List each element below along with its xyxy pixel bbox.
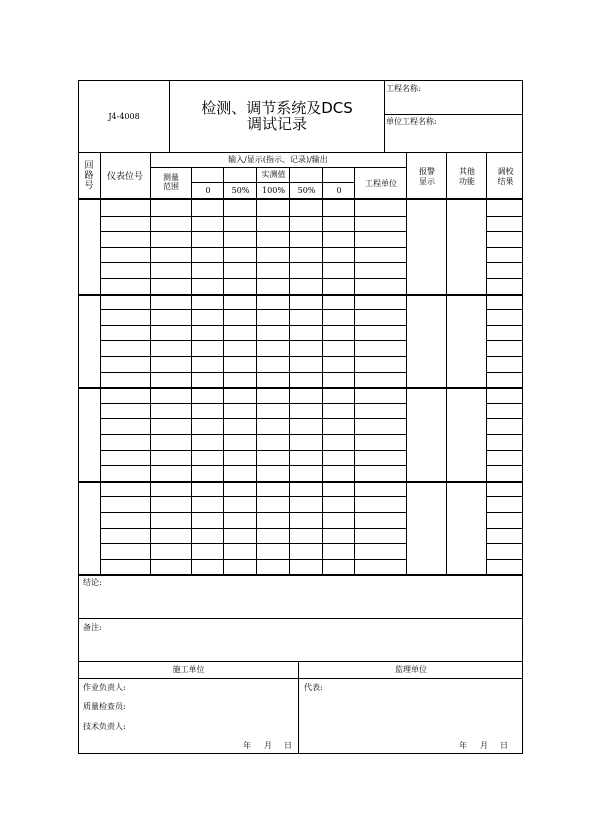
column-line xyxy=(406,152,407,574)
row-line xyxy=(486,325,522,326)
column-line xyxy=(446,152,447,574)
row-line xyxy=(486,418,522,419)
col-measured: 实测值 xyxy=(261,170,286,179)
col-other-line1: 其他 xyxy=(459,167,475,176)
row-line xyxy=(100,418,406,419)
supervision-date-month: 月 xyxy=(480,741,488,750)
row-line xyxy=(486,403,522,404)
row-line xyxy=(100,262,406,263)
group-underline xyxy=(150,167,406,168)
row-line xyxy=(486,512,522,513)
row-line xyxy=(100,528,406,529)
col-range-line1: 测量 xyxy=(163,173,179,182)
row-line xyxy=(486,434,522,435)
header-divider xyxy=(384,114,522,115)
row-line xyxy=(486,372,522,373)
row-line xyxy=(100,543,406,544)
row-line xyxy=(100,403,406,404)
row-line xyxy=(100,309,406,310)
construction-date-day: 日 xyxy=(284,741,292,750)
row-line xyxy=(486,262,522,263)
header-bottom-line xyxy=(79,152,522,153)
row-line xyxy=(486,496,522,497)
construction-unit-label: 施工单位 xyxy=(172,665,205,674)
form-title-line1: 检测、调节系统及DCS xyxy=(201,99,353,117)
col-calib-line2: 结果 xyxy=(497,177,514,186)
header-row-bottom xyxy=(79,198,522,200)
conclusion-label: 结论: xyxy=(83,578,102,587)
row-line xyxy=(486,465,522,466)
unit-header-bottom xyxy=(79,678,522,679)
conclusion-bottom xyxy=(79,618,522,619)
form-title-line2: 调试记录 xyxy=(246,115,307,133)
supervision-date-day: 日 xyxy=(500,741,508,750)
footer-divider xyxy=(298,661,299,753)
row-line xyxy=(486,340,522,341)
row-line xyxy=(486,543,522,544)
col-point-0-down: 0 xyxy=(336,186,342,195)
row-line xyxy=(100,496,406,497)
row-line xyxy=(486,231,522,232)
col-loop-no: 回路号 xyxy=(84,161,94,191)
col-point-50-up: 50% xyxy=(231,186,250,195)
project-name-label: 工程名称: xyxy=(386,84,421,93)
row-line xyxy=(486,216,522,217)
supervision-unit-label: 监理单位 xyxy=(395,665,427,674)
row-line xyxy=(100,465,406,466)
col-point-50-down: 50% xyxy=(297,186,316,195)
col-point-100: 100% xyxy=(262,186,285,195)
row-line xyxy=(100,434,406,435)
col-instrument-tag: 仪表位号 xyxy=(106,172,143,182)
row-line xyxy=(100,278,406,279)
construction-date-month: 月 xyxy=(264,741,272,750)
construction-date-year: 年 xyxy=(243,741,251,750)
work-leader-label: 作业负责人: xyxy=(83,683,126,692)
row-line xyxy=(486,528,522,529)
quality-inspector-label: 质量检查员: xyxy=(83,702,126,711)
row-line xyxy=(100,325,406,326)
row-line xyxy=(100,512,406,513)
row-line xyxy=(100,247,406,248)
header-divider xyxy=(169,81,170,152)
measured-underline xyxy=(191,182,355,183)
group-separator xyxy=(79,387,522,389)
col-alarm-line1: 报警 xyxy=(419,167,435,176)
row-line xyxy=(100,372,406,373)
row-line xyxy=(486,450,522,451)
row-line xyxy=(100,356,406,357)
row-line xyxy=(486,278,522,279)
col-point-0: 0 xyxy=(205,186,211,195)
col-other-line2: 功能 xyxy=(459,177,475,186)
col-range-line2: 范围 xyxy=(163,182,179,191)
group-separator xyxy=(79,481,522,483)
form-code: J4-4008 xyxy=(108,112,140,121)
row-line xyxy=(100,340,406,341)
row-line xyxy=(486,247,522,248)
table-bottom xyxy=(79,574,522,576)
unit-project-name-label: 单位工程名称: xyxy=(386,117,437,126)
col-alarm-line2: 显示 xyxy=(419,177,435,186)
col-eng-unit: 工程单位 xyxy=(365,179,397,188)
row-line xyxy=(486,356,522,357)
tech-leader-label: 技术负责人: xyxy=(83,722,126,731)
row-line xyxy=(100,559,406,560)
representative-label: 代表: xyxy=(304,683,323,692)
remarks-label: 备注: xyxy=(83,623,102,632)
row-line xyxy=(486,559,522,560)
header-divider xyxy=(384,81,385,152)
supervision-date-year: 年 xyxy=(459,741,467,750)
remarks-bottom xyxy=(79,661,522,662)
col-io-group: 输入/显示(指示、记录)/输出 xyxy=(228,155,328,164)
record-form xyxy=(78,80,523,754)
row-line xyxy=(486,309,522,310)
row-line xyxy=(100,231,406,232)
row-line xyxy=(100,450,406,451)
col-calib-line1: 调校 xyxy=(497,167,514,176)
row-line xyxy=(100,216,406,217)
group-separator xyxy=(79,294,522,296)
